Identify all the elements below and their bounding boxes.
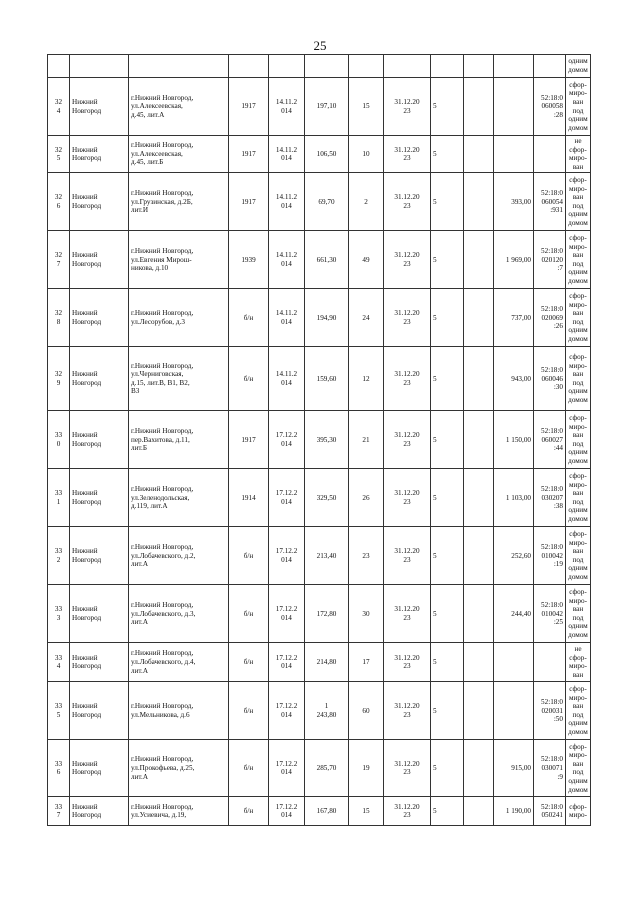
city-cell: Нижний Новгород xyxy=(70,682,129,740)
status-cell: сфор- миро- ван под одним домом xyxy=(566,289,591,347)
area-cell: 213,40 xyxy=(305,527,349,585)
table-row xyxy=(48,740,591,797)
area-cell: 285,70 xyxy=(305,740,349,797)
table-row xyxy=(48,78,591,136)
area-cell: 106,50 xyxy=(305,136,349,173)
address-cell: г.Нижний Новгород, пер.Вахитова, д.11, лит.Б xyxy=(129,411,229,469)
date-cell: 17.12.2 014 xyxy=(269,585,305,643)
deadline-cell: 31.12.20 23 xyxy=(384,682,431,740)
year-cell: б/н xyxy=(229,585,269,643)
year-cell: 1939 xyxy=(229,231,269,289)
table-row xyxy=(48,527,591,585)
area-cell: 329,50 xyxy=(305,469,349,527)
table-row xyxy=(48,585,591,643)
people-cell: 60 xyxy=(349,682,384,740)
people-cell: 30 xyxy=(349,585,384,643)
people-cell: 10 xyxy=(349,136,384,173)
cadastral-cell: 52:18:0 010042 :25 xyxy=(534,585,566,643)
address-cell: г.Нижний Новгород, ул.Лесорубов, д.3 xyxy=(129,289,229,347)
status-cell: сфор- миро- xyxy=(566,797,591,826)
sum-cell: 943,00 xyxy=(494,347,534,411)
table-row xyxy=(48,797,591,826)
year-cell: 1917 xyxy=(229,173,269,231)
year-cell: б/н xyxy=(229,527,269,585)
people-cell: 2 xyxy=(349,173,384,231)
status-cell: сфор- миро- ван под одним домом xyxy=(566,231,591,289)
housing-table xyxy=(47,54,591,826)
year-cell: 1917 xyxy=(229,411,269,469)
deadline-cell: 31.12.20 23 xyxy=(384,173,431,231)
address-cell: г.Нижний Новгород, ул.Зеленодольская, д.119, лит.А xyxy=(129,469,229,527)
table-row xyxy=(48,231,591,289)
status-cell: сфор- миро- ван под одним домом xyxy=(566,469,591,527)
blank-cell xyxy=(464,347,494,411)
date-cell: 17.12.2 014 xyxy=(269,797,305,826)
area-cell: 214,80 xyxy=(305,643,349,682)
date-cell: 17.12.2 014 xyxy=(269,682,305,740)
deadline-cell: 31.12.20 23 xyxy=(384,347,431,411)
table-row xyxy=(48,469,591,527)
deadline-cell: 31.12.20 23 xyxy=(384,797,431,826)
cadastral-cell: 52:18:0 020031 :50 xyxy=(534,682,566,740)
cadastral-cell: 52:18:0 020069 :26 xyxy=(534,289,566,347)
rate-cell: 5 xyxy=(431,173,464,231)
people-cell: 49 xyxy=(349,231,384,289)
people-cell: 19 xyxy=(349,740,384,797)
people-cell: 21 xyxy=(349,411,384,469)
city-cell: Нижний Новгород xyxy=(70,136,129,173)
status-cell: сфор- миро- ван под одним домом xyxy=(566,411,591,469)
status-cell: сфор- миро- ван под одним домом xyxy=(566,347,591,411)
page-number: 25 xyxy=(313,38,327,53)
cadastral-cell: 52:18:0 050241 xyxy=(534,797,566,826)
sum-cell xyxy=(494,136,534,173)
city-cell: Нижний Новгород xyxy=(70,78,129,136)
num-cell: 32 9 xyxy=(48,347,70,411)
sum-cell: 252,60 xyxy=(494,527,534,585)
area-cell: 1 243,80 xyxy=(305,682,349,740)
deadline-cell: 31.12.20 23 xyxy=(384,289,431,347)
year-cell: б/н xyxy=(229,347,269,411)
rate-cell: 5 xyxy=(431,527,464,585)
cadastral-cell: 52:18:0 030071 :9 xyxy=(534,740,566,797)
area-cell: 197,10 xyxy=(305,78,349,136)
status-cell: сфор- миро- ван под одним домом xyxy=(566,682,591,740)
rate-cell: 5 xyxy=(431,347,464,411)
address-cell: г.Нижний Новгород, ул.Грузинская, д.2Б, лит.И xyxy=(129,173,229,231)
table-row xyxy=(48,643,591,682)
rate-cell: 5 xyxy=(431,136,464,173)
city-cell: Нижний Новгород xyxy=(70,173,129,231)
date-cell: 14.11.2 014 xyxy=(269,289,305,347)
city-cell: Нижний Новгород xyxy=(70,643,129,682)
people-cell: 26 xyxy=(349,469,384,527)
address-cell: г.Нижний Новгород, ул.Усиевича, д.19, xyxy=(129,797,229,826)
rate-cell: 5 xyxy=(431,231,464,289)
deadline-cell: 31.12.20 23 xyxy=(384,231,431,289)
rate-cell: 5 xyxy=(431,469,464,527)
city-cell: Нижний Новгород xyxy=(70,469,129,527)
year-cell: 1914 xyxy=(229,469,269,527)
blank-cell xyxy=(464,643,494,682)
area-cell: 167,80 xyxy=(305,797,349,826)
sum-cell: 1 103,00 xyxy=(494,469,534,527)
deadline-cell: 31.12.20 23 xyxy=(384,740,431,797)
blank-cell xyxy=(464,289,494,347)
rate-cell: 5 xyxy=(431,585,464,643)
rate-cell: 5 xyxy=(431,740,464,797)
sum-cell xyxy=(494,643,534,682)
sum-cell: 1 190,00 xyxy=(494,797,534,826)
rate-cell: 5 xyxy=(431,411,464,469)
num-cell: 32 8 xyxy=(48,289,70,347)
rate-cell: 5 xyxy=(431,682,464,740)
area-cell: 159,60 xyxy=(305,347,349,411)
city-cell: Нижний Новгород xyxy=(70,411,129,469)
year-cell: 1917 xyxy=(229,78,269,136)
num-cell: 33 5 xyxy=(48,682,70,740)
address-cell: г.Нижний Новгород, ул.Лобачевского, д.4, лит.А xyxy=(129,643,229,682)
address-cell: г.Нижний Новгород, ул.Прокофьева, д.25, лит.А xyxy=(129,740,229,797)
blank-cell xyxy=(464,136,494,173)
address-cell: г.Нижний Новгород, ул.Мельникова, д.6 xyxy=(129,682,229,740)
cadastral-cell xyxy=(534,136,566,173)
people-cell: 17 xyxy=(349,643,384,682)
date-cell: 14.11.2 014 xyxy=(269,78,305,136)
area-cell: 172,80 xyxy=(305,585,349,643)
num-cell: 33 1 xyxy=(48,469,70,527)
date-cell: 17.12.2 014 xyxy=(269,740,305,797)
sum-cell: 915,00 xyxy=(494,740,534,797)
status-cell: одним домом xyxy=(566,55,591,78)
table-row xyxy=(48,136,591,173)
deadline-cell: 31.12.20 23 xyxy=(384,469,431,527)
deadline-cell: 31.12.20 23 xyxy=(384,585,431,643)
city-cell: Нижний Новгород xyxy=(70,740,129,797)
status-cell: не сфор- миро- ван xyxy=(566,643,591,682)
status-cell: сфор- миро- ван под одним домом xyxy=(566,740,591,797)
people-cell: 24 xyxy=(349,289,384,347)
year-cell: б/н xyxy=(229,643,269,682)
num-cell: 32 7 xyxy=(48,231,70,289)
blank-cell xyxy=(464,740,494,797)
num-cell: 33 7 xyxy=(48,797,70,826)
num-cell: 32 6 xyxy=(48,173,70,231)
cadastral-cell: 52:18:0 020120 :7 xyxy=(534,231,566,289)
sum-cell xyxy=(494,78,534,136)
table-row-continuation xyxy=(48,55,591,78)
rate-cell: 5 xyxy=(431,78,464,136)
address-cell: г.Нижний Новгород, ул.Евгения Мирош- никова, д.10 xyxy=(129,231,229,289)
num-cell: 33 2 xyxy=(48,527,70,585)
rate-cell: 5 xyxy=(431,797,464,826)
table-row xyxy=(48,411,591,469)
sum-cell: 1 150,00 xyxy=(494,411,534,469)
num-cell: 32 5 xyxy=(48,136,70,173)
sum-cell: 737,00 xyxy=(494,289,534,347)
blank-cell xyxy=(464,231,494,289)
blank-cell xyxy=(464,585,494,643)
blank-cell xyxy=(464,78,494,136)
blank-cell xyxy=(464,173,494,231)
status-cell: не сфор- миро- ван xyxy=(566,136,591,173)
deadline-cell: 31.12.20 23 xyxy=(384,527,431,585)
num-cell: 33 6 xyxy=(48,740,70,797)
cadastral-cell: 52:18:0 060027 :44 xyxy=(534,411,566,469)
date-cell: 17.12.2 014 xyxy=(269,469,305,527)
people-cell: 15 xyxy=(349,797,384,826)
city-cell: Нижний Новгород xyxy=(70,289,129,347)
date-cell: 14.11.2 014 xyxy=(269,347,305,411)
year-cell: б/н xyxy=(229,682,269,740)
address-cell: г.Нижний Новгород, ул.Лобачевского, д.3, лит.А xyxy=(129,585,229,643)
cadastral-cell: 52:18:0 010042 :19 xyxy=(534,527,566,585)
table-row xyxy=(48,682,591,740)
people-cell: 23 xyxy=(349,527,384,585)
address-cell: г.Нижний Новгород, ул.Алексеевская, д.45, лит.Б xyxy=(129,136,229,173)
table-row xyxy=(48,347,591,411)
cadastral-cell: 52:18:0 060058 :28 xyxy=(534,78,566,136)
address-cell: г.Нижний Новгород, ул.Лобачевского, д.2, лит.А xyxy=(129,527,229,585)
deadline-cell: 31.12.20 23 xyxy=(384,411,431,469)
year-cell: б/н xyxy=(229,797,269,826)
status-cell: сфор- миро- ван под одним домом xyxy=(566,527,591,585)
blank-cell xyxy=(464,797,494,826)
city-cell: Нижний Новгород xyxy=(70,347,129,411)
deadline-cell: 31.12.20 23 xyxy=(384,78,431,136)
table-row xyxy=(48,289,591,347)
rate-cell: 5 xyxy=(431,289,464,347)
year-cell: 1917 xyxy=(229,136,269,173)
deadline-cell: 31.12.20 23 xyxy=(384,643,431,682)
date-cell: 17.12.2 014 xyxy=(269,643,305,682)
blank-cell xyxy=(464,411,494,469)
sum-cell: 244,40 xyxy=(494,585,534,643)
sum-cell: 393,00 xyxy=(494,173,534,231)
area-cell: 69,70 xyxy=(305,173,349,231)
num-cell: 32 4 xyxy=(48,78,70,136)
address-cell: г.Нижний Новгород, ул.Алексеевская, д.45, лит.А xyxy=(129,78,229,136)
city-cell: Нижний Новгород xyxy=(70,231,129,289)
date-cell: 14.11.2 014 xyxy=(269,231,305,289)
cadastral-cell: 52:18:0 060046 :30 xyxy=(534,347,566,411)
status-cell: сфор- миро- ван под одним домом xyxy=(566,585,591,643)
sum-cell xyxy=(494,682,534,740)
year-cell: б/н xyxy=(229,740,269,797)
cadastral-cell: 52:18:0 030207 :38 xyxy=(534,469,566,527)
address-cell: г.Нижний Новгород, ул.Черниговская, д.15, лит.В, В1, В2, В3 xyxy=(129,347,229,411)
year-cell: б/н xyxy=(229,289,269,347)
status-cell: сфор- миро- ван под одним домом xyxy=(566,173,591,231)
people-cell: 15 xyxy=(349,78,384,136)
people-cell: 12 xyxy=(349,347,384,411)
date-cell: 14.11.2 014 xyxy=(269,173,305,231)
date-cell: 17.12.2 014 xyxy=(269,527,305,585)
city-cell: Нижний Новгород xyxy=(70,585,129,643)
num-cell: 33 0 xyxy=(48,411,70,469)
cadastral-cell xyxy=(534,643,566,682)
deadline-cell: 31.12.20 23 xyxy=(384,136,431,173)
date-cell: 17.12.2 014 xyxy=(269,411,305,469)
rate-cell: 5 xyxy=(431,643,464,682)
sum-cell: 1 969,00 xyxy=(494,231,534,289)
status-cell: сфор- миро- ван под одним домом xyxy=(566,78,591,136)
area-cell: 194,90 xyxy=(305,289,349,347)
blank-cell xyxy=(464,682,494,740)
table-row xyxy=(48,173,591,231)
date-cell: 14.11.2 014 xyxy=(269,136,305,173)
blank-cell xyxy=(464,527,494,585)
num-cell: 33 4 xyxy=(48,643,70,682)
area-cell: 395,30 xyxy=(305,411,349,469)
city-cell: Нижний Новгород xyxy=(70,797,129,826)
area-cell: 661,30 xyxy=(305,231,349,289)
cadastral-cell: 52:18:0 060054 :931 xyxy=(534,173,566,231)
city-cell: Нижний Новгород xyxy=(70,527,129,585)
blank-cell xyxy=(464,469,494,527)
num-cell: 33 3 xyxy=(48,585,70,643)
